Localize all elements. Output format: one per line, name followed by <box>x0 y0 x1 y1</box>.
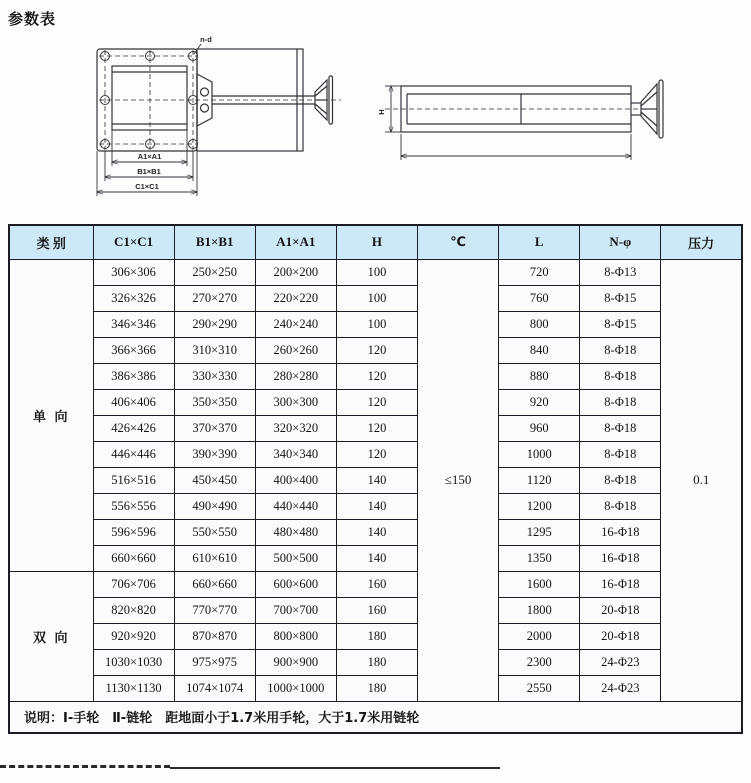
cell-c1: 820×820 <box>93 597 174 623</box>
cell-b1: 490×490 <box>174 493 255 519</box>
centerlines <box>99 50 341 150</box>
bolt-count-label: n-d <box>200 35 212 44</box>
cell-a1: 280×280 <box>255 363 336 389</box>
page <box>0 8 751 734</box>
cell-c1: 346×346 <box>93 311 174 337</box>
cell-c1: 556×556 <box>93 493 174 519</box>
dim-c1-label: C1×C1 <box>135 182 159 191</box>
cell-b1: 390×390 <box>174 441 255 467</box>
cell-c1: 406×406 <box>93 389 174 415</box>
watermark-dashes <box>0 765 170 768</box>
cell-b1: 1074×1074 <box>174 675 255 701</box>
cell-c1: 426×426 <box>93 415 174 441</box>
cell-a1: 440×440 <box>255 493 336 519</box>
cell-a1: 900×900 <box>255 649 336 675</box>
dim-a1-label: A1×A1 <box>137 152 162 161</box>
row-group-label: 双 向 <box>9 571 93 701</box>
table-row <box>9 389 742 415</box>
cell-b1: 370×370 <box>174 415 255 441</box>
cell-c1: 366×366 <box>93 337 174 363</box>
col-header-nphi: N-φ <box>580 225 661 259</box>
cell-h: 100 <box>336 311 417 337</box>
col-header-l: L <box>499 225 580 259</box>
cell-nphi: 8-Φ15 <box>580 311 661 337</box>
table-row <box>9 493 742 519</box>
cell-h: 180 <box>336 649 417 675</box>
cell-c1: 326×326 <box>93 285 174 311</box>
table-row <box>9 259 742 285</box>
table-row <box>9 285 742 311</box>
dim-b1-label: B1×B1 <box>137 167 161 176</box>
cell-l: 920 <box>499 389 580 415</box>
cell-nphi: 8-Φ18 <box>580 441 661 467</box>
cell-h: 140 <box>336 519 417 545</box>
cell-l: 1200 <box>499 493 580 519</box>
cell-c1: 660×660 <box>93 545 174 571</box>
cell-l: 1350 <box>499 545 580 571</box>
cell-b1: 870×870 <box>174 623 255 649</box>
temp-merged-cell: ≤150 <box>418 259 499 701</box>
param-table <box>8 224 743 734</box>
cell-h: 100 <box>336 259 417 285</box>
table-row <box>9 467 742 493</box>
cell-nphi: 8-Φ18 <box>580 493 661 519</box>
cell-a1: 400×400 <box>255 467 336 493</box>
flange-opening <box>112 66 187 130</box>
cell-nphi: 16-Φ18 <box>580 545 661 571</box>
cell-nphi: 24-Φ23 <box>580 675 661 701</box>
cell-h: 120 <box>336 389 417 415</box>
cell-a1: 480×480 <box>255 519 336 545</box>
cell-h: 140 <box>336 545 417 571</box>
cell-a1: 320×320 <box>255 415 336 441</box>
table-row <box>9 597 742 623</box>
param-table-footer <box>9 701 742 733</box>
bracket-bolt-hole <box>201 88 209 96</box>
cell-h: 120 <box>336 441 417 467</box>
cell-b1: 290×290 <box>174 311 255 337</box>
cell-nphi: 8-Φ18 <box>580 389 661 415</box>
cell-c1: 1030×1030 <box>93 649 174 675</box>
cell-b1: 270×270 <box>174 285 255 311</box>
cell-l: 1120 <box>499 467 580 493</box>
side-view <box>377 80 663 160</box>
bracket-bolt-hole <box>201 104 209 112</box>
cell-h: 120 <box>336 337 417 363</box>
table-row <box>9 337 742 363</box>
cell-nphi: 24-Φ23 <box>580 649 661 675</box>
cell-l: 2000 <box>499 623 580 649</box>
cell-l: 720 <box>499 259 580 285</box>
table-row <box>9 649 742 675</box>
cell-b1: 310×310 <box>174 337 255 363</box>
cell-h: 140 <box>336 467 417 493</box>
table-row <box>9 675 742 701</box>
cell-l: 760 <box>499 285 580 311</box>
col-header-pressure: 压力 <box>661 225 742 259</box>
table-row <box>9 545 742 571</box>
cell-l: 2300 <box>499 649 580 675</box>
table-row <box>9 623 742 649</box>
cell-c1: 306×306 <box>93 259 174 285</box>
cell-a1: 600×600 <box>255 571 336 597</box>
cell-a1: 800×800 <box>255 623 336 649</box>
cell-nphi: 8-Φ18 <box>580 415 661 441</box>
table-row <box>9 519 742 545</box>
cell-a1: 500×500 <box>255 545 336 571</box>
header-row <box>9 225 742 259</box>
cell-l: 800 <box>499 311 580 337</box>
dim-h-label: H <box>377 109 386 115</box>
cell-b1: 550×550 <box>174 519 255 545</box>
cell-b1: 660×660 <box>174 571 255 597</box>
cell-h: 160 <box>336 571 417 597</box>
cell-a1: 240×240 <box>255 311 336 337</box>
table-row <box>9 311 742 337</box>
cell-b1: 330×330 <box>174 363 255 389</box>
param-table-header <box>9 225 742 259</box>
cell-l: 840 <box>499 337 580 363</box>
col-header-category: 类 别 <box>9 225 93 259</box>
cell-nphi: 8-Φ18 <box>580 337 661 363</box>
front-view <box>97 35 341 196</box>
cell-c1: 516×516 <box>93 467 174 493</box>
cell-c1: 596×596 <box>93 519 174 545</box>
cell-b1: 975×975 <box>174 649 255 675</box>
cell-a1: 1000×1000 <box>255 675 336 701</box>
cell-b1: 250×250 <box>174 259 255 285</box>
cutoff-watermark-line <box>0 765 500 771</box>
cell-l: 1800 <box>499 597 580 623</box>
cell-c1: 446×446 <box>93 441 174 467</box>
cell-nphi: 8-Φ18 <box>580 363 661 389</box>
cell-c1: 920×920 <box>93 623 174 649</box>
cell-c1: 1130×1130 <box>93 675 174 701</box>
cell-h: 120 <box>336 363 417 389</box>
cell-h: 120 <box>336 415 417 441</box>
table-row <box>9 571 742 597</box>
cell-a1: 700×700 <box>255 597 336 623</box>
table-row <box>9 415 742 441</box>
cell-h: 100 <box>336 285 417 311</box>
page-title: 参数表 <box>8 10 57 28</box>
cell-b1: 770×770 <box>174 597 255 623</box>
technical-drawing <box>85 34 675 206</box>
cell-nphi: 16-Φ18 <box>580 571 661 597</box>
col-header-c1: C1×C1 <box>93 225 174 259</box>
cell-b1: 350×350 <box>174 389 255 415</box>
cell-b1: 610×610 <box>174 545 255 571</box>
cell-l: 2550 <box>499 675 580 701</box>
table-row <box>9 441 742 467</box>
table-note: 说明：Ⅰ-手轮 Ⅱ-链轮 距地面小于1.7米用手轮，大于1.7米用链轮 <box>9 701 742 733</box>
col-header-b1: B1×B1 <box>174 225 255 259</box>
length-dimension <box>401 134 631 160</box>
cell-nphi: 20-Φ18 <box>580 597 661 623</box>
row-group-label: 单 向 <box>9 259 93 571</box>
col-header-a1: A1×A1 <box>255 225 336 259</box>
cell-a1: 300×300 <box>255 389 336 415</box>
cell-l: 960 <box>499 415 580 441</box>
cell-l: 1295 <box>499 519 580 545</box>
col-header-h: H <box>336 225 417 259</box>
table-row <box>9 363 742 389</box>
cell-nphi: 8-Φ13 <box>580 259 661 285</box>
pressure-merged-cell: 0.1 <box>661 259 742 701</box>
cell-nphi: 16-Φ18 <box>580 519 661 545</box>
cell-a1: 200×200 <box>255 259 336 285</box>
valve-drawing-svg <box>85 34 675 206</box>
cell-a1: 340×340 <box>255 441 336 467</box>
col-header-temp: ℃ <box>418 225 499 259</box>
cell-a1: 220×220 <box>255 285 336 311</box>
cell-h: 140 <box>336 493 417 519</box>
cell-h: 180 <box>336 623 417 649</box>
cell-c1: 706×706 <box>93 571 174 597</box>
watermark-rule <box>170 765 500 769</box>
cell-c1: 386×386 <box>93 363 174 389</box>
note-row <box>9 701 742 733</box>
cell-h: 160 <box>336 597 417 623</box>
cell-l: 1000 <box>499 441 580 467</box>
cell-l: 1600 <box>499 571 580 597</box>
cell-l: 880 <box>499 363 580 389</box>
cell-a1: 260×260 <box>255 337 336 363</box>
cell-b1: 450×450 <box>174 467 255 493</box>
cell-h: 180 <box>336 675 417 701</box>
cell-nphi: 8-Φ18 <box>580 467 661 493</box>
param-table-body <box>9 259 742 701</box>
cell-nphi: 20-Φ18 <box>580 623 661 649</box>
cell-nphi: 8-Φ15 <box>580 285 661 311</box>
